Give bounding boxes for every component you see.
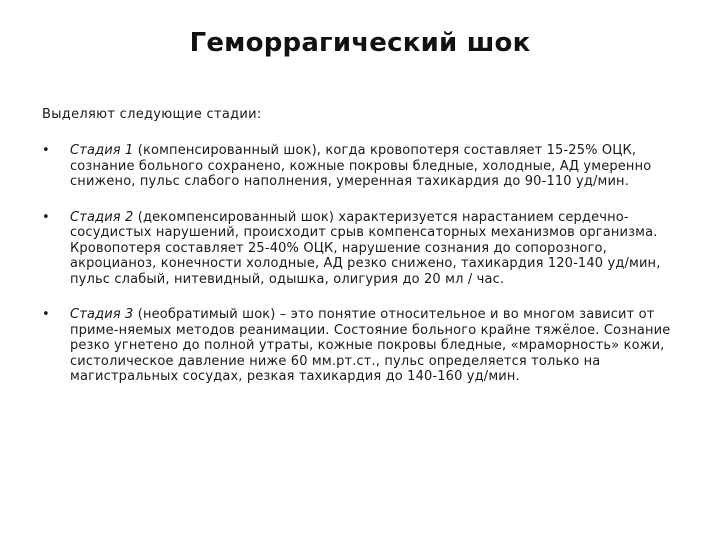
stage-item-2 [42, 210, 682, 288]
stage-label: Стадия 3 [70, 307, 134, 322]
bullet-icon: • [42, 143, 50, 158]
stage-item-3 [42, 307, 682, 385]
stage-label: Стадия 2 [70, 209, 134, 225]
stage-label: Стадия 1 [70, 143, 134, 158]
stage-item-1 [42, 143, 682, 190]
stage-description: (необратимый шок) – это понятие относительное и во многом зависит от приме-няемых методов реанимации. Состояние больного крайне тяжёлое. Сознание резко угнетено до полной утраты, кожные покровы бледные, «мраморность» кожи, систолическое давление ниже 60 мм.рт.ст., пульс определяется только на магистральных сосудах, резкая тахикардия до 140-160 уд/мин. [70, 307, 671, 384]
bullet-icon: • [42, 307, 50, 322]
bullet-icon: • [42, 209, 50, 225]
stage-description: (декомпенсированный шок) характеризуется нарастанием сердечно-сосудистых нарушений, происходит срыв компенсаторных механизмов организма. Кровопотеря составляет 25-40% ОЦК, нарушение сознания до сопорозного, акроцианоз, конечности холодные, АД резко снижено, тахикардия 120-140 уд/мин, пульс слабый, нитевидный, одышка, олигурия до 20 мл / час. [70, 209, 661, 287]
page-title: Геморрагический шок [189, 28, 531, 58]
stage-description: (компенсированный шок), когда кровопотеря составляет 15-25% ОЦК, сознание больного сохранено, кожные покровы бледные, холодные, АД умеренно снижено, пульс слабого наполнения, умеренная тахикардия до 90-110 уд/мин. [70, 143, 652, 189]
stage-list [42, 143, 682, 405]
intro-text: Выделяют следующие стадии: [42, 107, 262, 122]
